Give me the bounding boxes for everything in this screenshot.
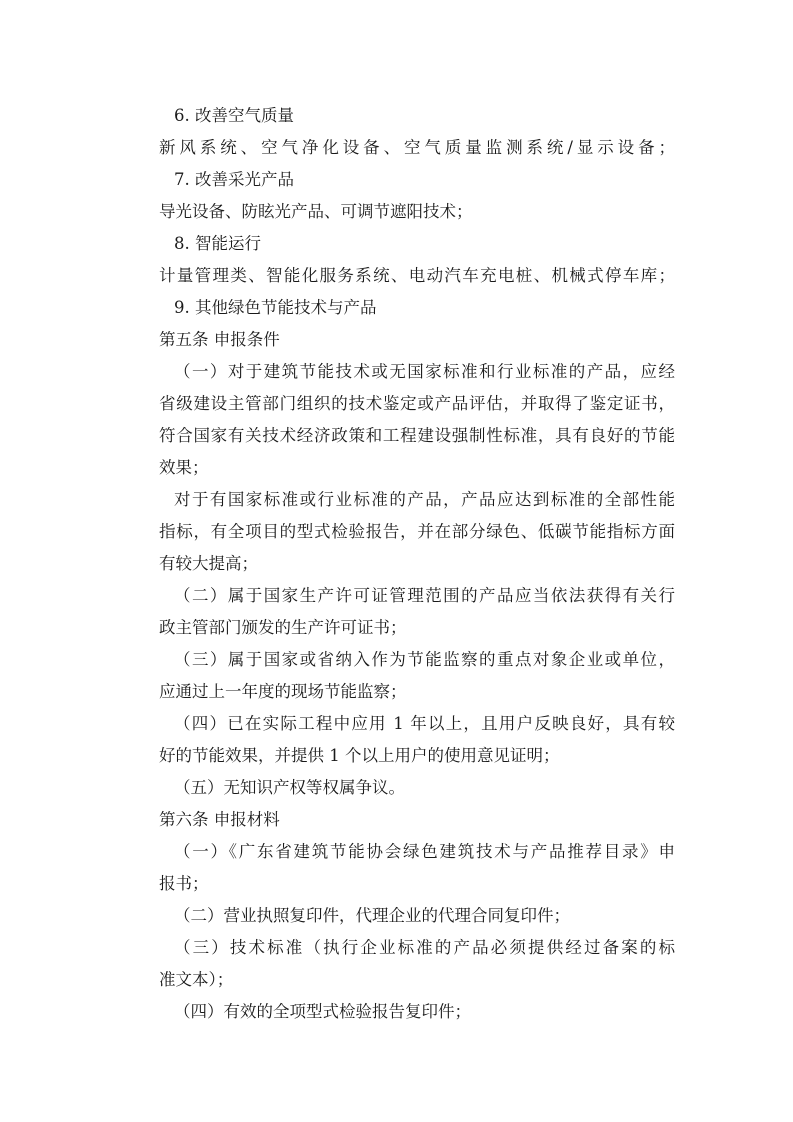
paragraph-line: 新风系统、空气净化设备、空气质量监测系统/显示设备；	[159, 138, 675, 157]
item-7-heading: 7. 改善采光产品	[174, 170, 294, 189]
paragraph-line: 计量管理类、智能化服务系统、电动汽车充电桩、机械式停车库；	[159, 266, 675, 285]
paragraph-line: 效果；	[159, 458, 209, 477]
paragraph-line: （三）技术标准（执行企业标准的产品必须提供经过备案的标	[174, 938, 675, 957]
item-8-heading: 8. 智能运行	[174, 234, 261, 253]
paragraph-line: 对于有国家标准或行业标准的产品，产品应达到标准的全部性能	[174, 490, 675, 509]
item-9-heading: 9. 其他绿色节能技术与产品	[174, 298, 377, 317]
paragraph-line: 应通过上一年度的现场节能监察；	[159, 682, 407, 701]
article-5-heading: 第五条 申报条件	[159, 330, 280, 349]
paragraph-line: （五）无知识产权等权属争议。	[174, 778, 405, 797]
paragraph-line: 政主管部门颁发的生产许可证书；	[159, 618, 407, 637]
paragraph-line: 报书；	[159, 874, 209, 893]
item-6-heading: 6. 改善空气质量	[174, 106, 294, 125]
paragraph-line: （一）《广东省建筑节能协会绿色建筑技术与产品推荐目录》申	[174, 842, 675, 861]
paragraph-line: （二）属于国家生产许可证管理范围的产品应当依法获得有关行	[174, 586, 675, 605]
paragraph-line: 符合国家有关技术经济政策和工程建设强制性标准，具有良好的节能	[159, 426, 675, 445]
paragraph-line: 准文本）；	[159, 970, 234, 989]
paragraph-line: 省级建设主管部门组织的技术鉴定或产品评估，并取得了鉴定证书，	[159, 394, 675, 413]
paragraph-line: 导光设备、防眩光产品、可调节遮阳技术；	[159, 202, 473, 221]
paragraph-line: 好的节能效果，并提供 1 个以上用户的使用意见证明；	[159, 746, 560, 765]
paragraph-line: （二）营业执照复印件，代理企业的代理合同复印件；	[174, 906, 570, 925]
paragraph-line: （三）属于国家或省纳入作为节能监察的重点对象企业或单位，	[174, 650, 675, 669]
paragraph-line: 指标，有全项目的型式检验报告，并在部分绿色、低碳节能指标方面	[159, 522, 675, 541]
paragraph-line: （四）已在实际工程中应用 1 年以上，且用户反映良好，具有较	[174, 714, 675, 733]
paragraph-line: （一）对于建筑节能技术或无国家标准和行业标准的产品，应经	[174, 362, 675, 381]
paragraph-line: 有较大提高；	[159, 554, 258, 573]
paragraph-line: （四）有效的全项型式检验报告复印件；	[174, 1002, 471, 1021]
article-6-heading: 第六条 申报材料	[159, 810, 280, 829]
